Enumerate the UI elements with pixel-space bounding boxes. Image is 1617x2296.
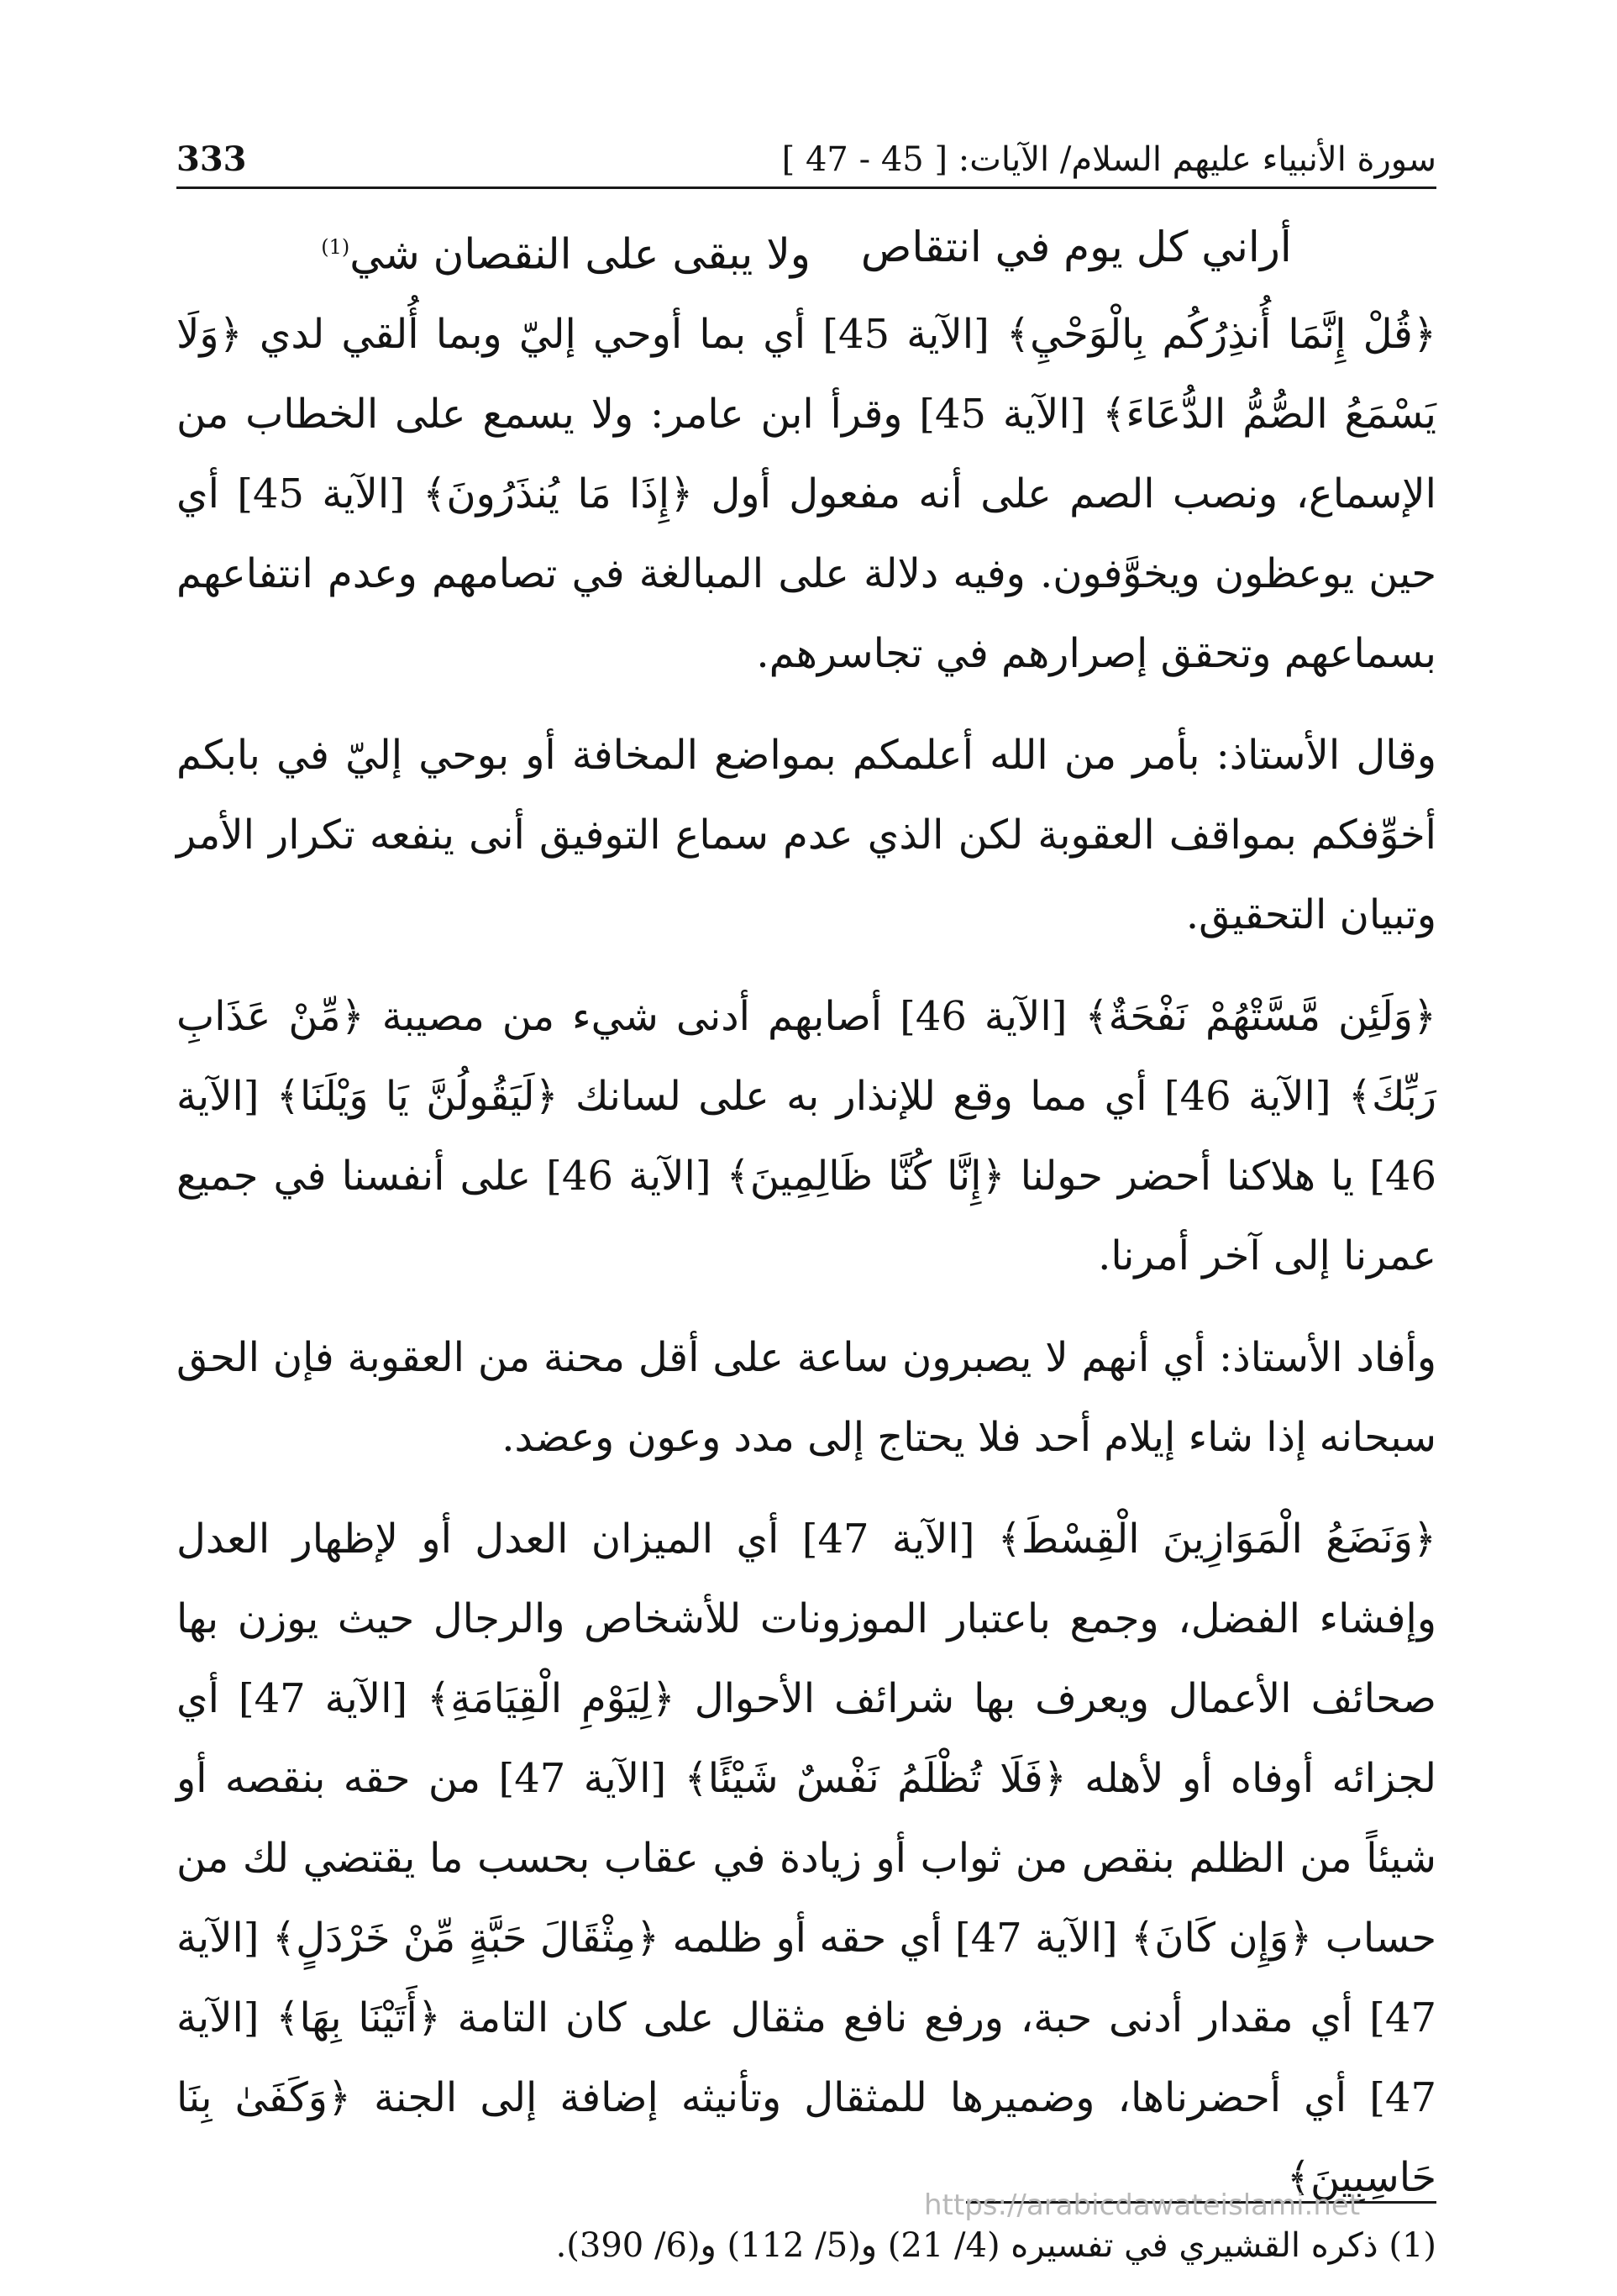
hemistich-left: ولا يبقى على النقصان شي$^{(1)}$	[321, 229, 811, 279]
poetry-line	[176, 210, 1436, 292]
header-rule	[176, 187, 1436, 189]
header-title: سورة الأنبياء عليهم السلام/ الآيات: [ 45 - 47 ]	[781, 140, 1436, 179]
footnote: (1) ذكره القشيري في تفسيره (4/ 21) و(5/ 112) و(6/ 390).	[555, 2226, 1436, 2265]
hemistich-right: أراني كل يوم في انتقاص	[860, 223, 1292, 271]
paragraph-4: وأفاد الأستاذ: أي أنهم لا يصبرون ساعة على أقل محنة من العقوبة فإن الحق سبحانه إذا شاء إيلام أحد فلا يحتاج إلى مدد وعون وعضد.	[176, 1333, 1436, 1461]
paragraph-1: ﴿قُلْ إِنَّمَا أُنذِرُكُم بِالْوَحْيِ﴾ [الآية 45] أي بما أوحي إليّ وبما أُلقي لدي ﴿وَلَا يَسْمَعُ الصُّمُّ الدُّعَاءَ﴾ [الآية 45] وقرأ ابن عامر: ولا يسمع على الخطاب من الإسماع، ونصب الصم على أنه مفعول أول ﴿إِذَا مَا يُنذَرُونَ﴾ [الآية 45] أي حين يوعظون ويخوَّفون. وفيه دلالة على المبالغة في تصامهم وعدم انتفاعهم بسماعهم وتحقق إصرارهم في تجاسرهم.	[176, 310, 1437, 677]
running-header	[176, 126, 1436, 180]
page-body	[176, 210, 1436, 2240]
paragraph-2: وقال الأستاذ: بأمر من الله أعلمكم بمواضع المخافة أو بوحي إليّ في بابكم أخوِّفكم بمواقف العقوبة لكن الذي عدم سماع التوفيق أنى ينفعه تكرار الأمر وتبيان التحقيق.	[176, 731, 1436, 938]
page-number: 333	[176, 139, 247, 179]
paragraph-5: ﴿وَنَضَعُ الْمَوَازِينَ الْقِسْطَ﴾ [الآية 47] أي الميزان العدل أو لإظهار العدل وإفشاء الفضل، وجمع باعتبار الموزونات للأشخاص والرجال حيث يوزن بها صحائف الأعمال ويعرف بها شرائف الأحوال ﴿لِيَوْمِ الْقِيَامَةِ﴾ [الآية 47] أي لجزائه أوفاه أو لأهله ﴿فَلَا تُظْلَمُ نَفْسٌ شَيْئًا﴾ [الآية 47] من حقه بنقصه أو شيئاً من الظلم بنقص من ثواب أو زيادة في عقاب بحسب ما يقتضي لك من حساب ﴿وَإِن كَانَ﴾ [الآية 47] أي حقه أو ظلمه ﴿مِثْقَالَ حَبَّةٍ مِّنْ خَرْدَلٍ﴾ [الآية 47] أي مقدار أدنى حبة، ورفع نافع مثقال على كان التامة ﴿أَتَيْنَا بِهَا﴾ [الآية 47] أي أحضرناها، وضميرها للمثقال وتأنيثه إضافة إلى الجنة ﴿وَكَفَىٰ بِنَا حَاسِبِينَ﴾	[176, 1515, 1437, 2201]
watermark-url: https://arabicdawateislami.net	[924, 2188, 1361, 2222]
book-page	[176, 101, 1436, 2268]
paragraph-3: ﴿وَلَئِن مَّسَّتْهُمْ نَفْحَةٌ﴾ [الآية 46] أصابهم أدنى شيء من مصيبة ﴿مِّنْ عَذَابِ رَبِّكَ﴾ [الآية 46] أي مما وقع للإنذار به على لسانك ﴿لَيَقُولُنَّ يَا وَيْلَنَا﴾ [الآية 46] يا هلاكنا أحضر حولنا ﴿إِنَّا كُنَّا ظَالِمِينَ﴾ [الآية 46] على أنفسنا في جميع عمرنا إلى آخر أمرنا.	[176, 992, 1437, 1279]
footnote-marker: (1)	[321, 235, 350, 259]
